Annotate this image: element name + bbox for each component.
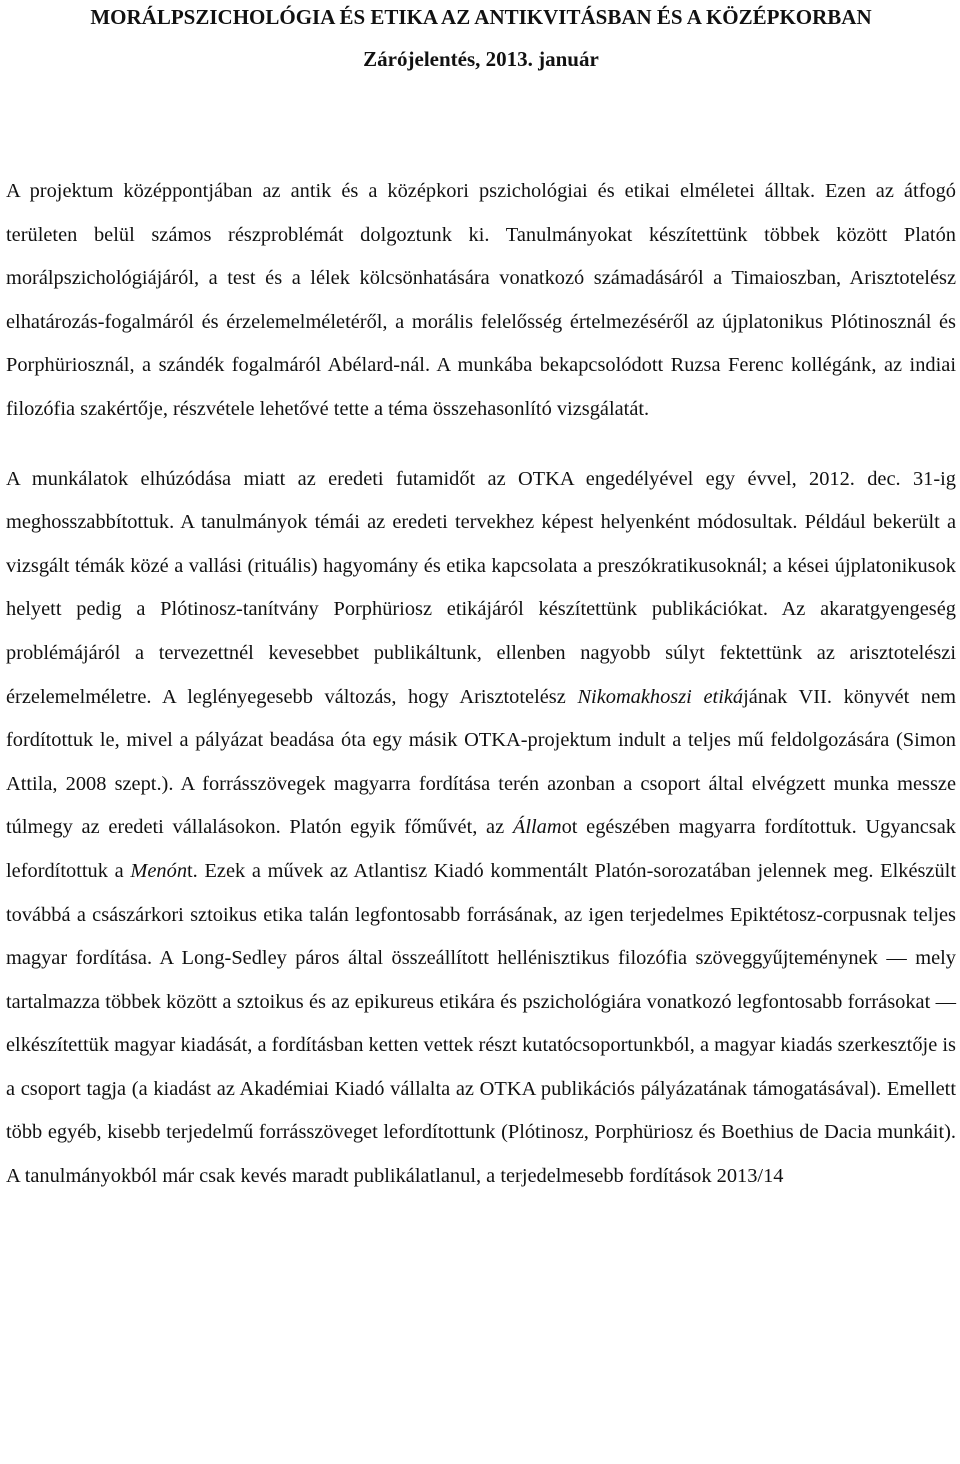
italic-title-menon: Menón	[130, 859, 188, 882]
document-subtitle: Zárójelentés, 2013. január	[363, 47, 599, 71]
paragraph-1: A projektum középpontjában az antik és a középkori pszichológiai és etikai elméletei álltak. Ezen az átfogó területen belül számos részproblémát dolgoztunk ki. Tanulmányokat készítettünk többek között Platón morálpszichológiájáról, a test és a lélek kölcsönhatására vonatkozó számadásáról a Timaioszban, Arisztotelész elhatározás-fogalmáról és érzelemelméletéről, a morális felelősség értelmezéséről az újplatonikus Plótinosznál és Porphüriosznál, a szándék fogalmáról Abélard-nál. A munkába bekapcsolódott Ruzsa Ferenc kollégánk, az indiai filozófia szakértője, részvétele lehetővé tette a téma összehasonlító vizsgálatát.	[6, 180, 956, 420]
paragraph-2-text-c: ot egészében magyarra fordítottuk. Ugyancsak lefordítottuk a	[6, 816, 956, 882]
italic-title-nikomakhoszi: Nikomakhoszi etiká	[577, 685, 744, 708]
italic-title-allam: Állam	[512, 816, 562, 839]
paragraph-2-text-a: A munkálatok elhúzódása miatt az eredeti futamidőt az OTKA engedélyével egy évvel, 2012. dec. 31-ig meghosszabbítottuk. A tanulmányok témái az eredeti tervekhez képest helyenként módosultak. Például bekerült a vizsgált témák közé a vallási (rituális) hagyomány és etika kapcsolata a preszókratikusoknál; a kései újplatonikusok helyett pedig a Plótinosz-tanítvány Porphüriosz etikájáról készítettünk publikációkat. Az akaratgyengeség problémájáról a tervezettnél kevesebbet publikáltunk, ellenben nagyobb súlyt fektettünk az arisztotelészi érzelemelméletre. A leglényegesebb változás, hogy Arisztotelész	[6, 467, 956, 708]
document-title: MORÁLPSZICHOLÓGIA ÉS ETIKA AZ ANTIKVITÁSBAN ÉS A KÖZÉPKORBAN	[90, 5, 872, 29]
paragraph-2-text-b: jának VII. könyvét nem fordítottuk le, mivel a pályázat beadása óta egy másik OTKA-projektum indult a teljes mű feldolgozására (Simon Attila, 2008 szept.). A forrásszövegek magyarra fordítása terén azonban a csoport által elvégzett munka messze túlmegy az eredeti vállalásokon. Platón egyik főművét, az	[6, 685, 956, 839]
document-page	[6, 0, 956, 1199]
paragraph-2	[6, 458, 956, 1199]
paragraph-2-text-d: t. Ezek a művek az Atlantisz Kiadó kommentált Platón-sorozatában jelennek meg. Elkészült továbbá a császárkori sztoikus etika talán legfontosabb forrásának, az igen terjedelmes Epiktétosz-corpusnak teljes magyar fordítása. A Long-Sedley páros által összeállított hellénisztikus filozófia szöveggyűjteménynek — mely tartalmazza többek között a sztoikus és az epikureus etikára és pszichológiára vonatkozó legfontosabb forrásokat — elkészítettük magyar kiadását, a fordításban ketten vettek részt kutatócsoportunkból, a magyar kiadás szerkesztője is a csoport tagja (a kiadást az Akadémiai Kiadó vállalta az OTKA publikációs pályázatának támogatásával). Emellett több egyéb, kisebb terjedelmű forrásszöveget lefordítottunk (Plótinosz, Porphüriosz és Boethius de Dacia munkáit). A tanulmányokból már csak kevés maradt publikálatlanul, a terjedelmesebb fordítások 2013/14	[6, 859, 956, 1188]
